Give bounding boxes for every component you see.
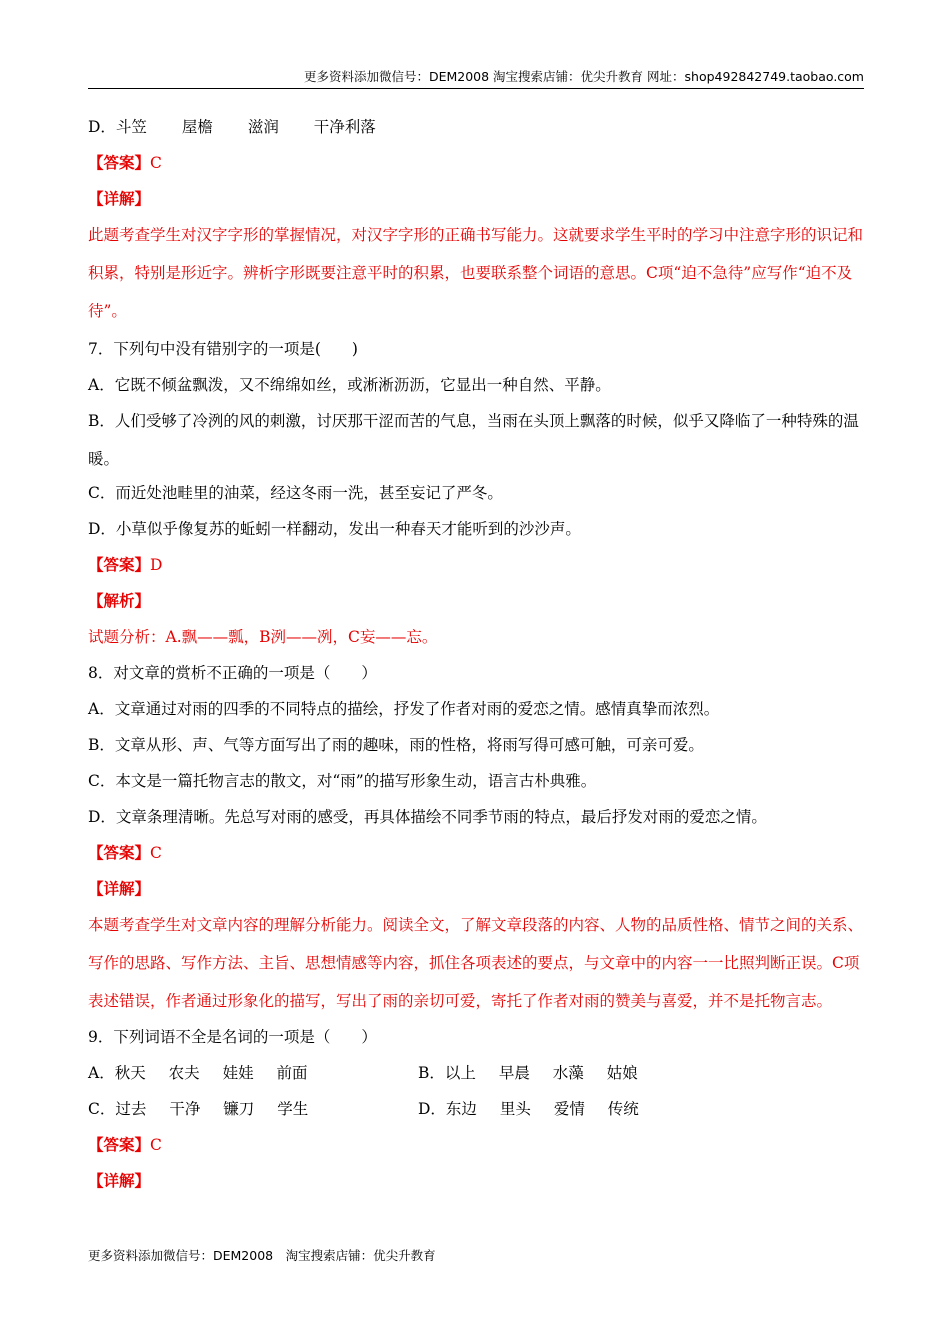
answer-tag: 【答案】	[88, 153, 151, 172]
q7-option-c: C．而近处池畦里的油菜，经这冬雨一洗，甚至妄记了严冬。	[88, 484, 503, 502]
q8-option-d: D．文章条理清晰。先总写对雨的感受，再具体描绘不同季节雨的特点，最后抒发对雨的爱恋之情。	[88, 808, 767, 826]
document-body	[88, 112, 864, 1202]
q6-option-d	[88, 112, 864, 148]
q9-option-a-word3: 娃娃	[222, 1064, 254, 1082]
q9-option-b-word1: B．以上	[418, 1064, 476, 1082]
q6-option-d-word2: 屋檐	[181, 118, 213, 136]
q9-option-a	[88, 1058, 418, 1094]
q9-detail-heading	[88, 1166, 864, 1202]
q7-stem: 7．下列句中没有错别字的一项是( )	[88, 340, 358, 358]
detail-tag: 【详解】	[88, 1171, 151, 1190]
q9-option-d-word4: 传统	[607, 1100, 639, 1118]
q7-explanation: 试题分析：A.飘——瓢，B洌——冽，C妄——忘。	[88, 628, 438, 646]
answer-value: C	[150, 154, 162, 172]
q9-option-a-word4: 前面	[276, 1064, 308, 1082]
answer-tag: 【答案】	[88, 1135, 151, 1154]
answer-value: C	[150, 1136, 162, 1154]
q9-option-a-word1: A．秋天	[88, 1064, 146, 1082]
q7-option-a: A．它既不倾盆飘泼，又不绵绵如丝，或淅淅沥沥，它显出一种自然、平静。	[88, 376, 611, 394]
q9-option-c-word2: 干净	[169, 1100, 201, 1118]
detail-tag: 【详解】	[88, 879, 151, 898]
analysis-tag: 【解析】	[88, 591, 151, 610]
q9-option-c-word4: 学生	[277, 1100, 309, 1118]
q8-stem: 8．对文章的赏析不正确的一项是（ ）	[88, 664, 377, 682]
q9-option-c	[88, 1094, 418, 1130]
q6-option-d-word1: D．斗笠	[88, 118, 147, 136]
q8-detail-heading	[88, 874, 864, 910]
q9-option-a-word2: 农夫	[168, 1064, 200, 1082]
q7-option-d: D．小草似乎像复苏的蚯蚓一样翻动，发出一种春天才能听到的沙沙声。	[88, 520, 581, 538]
q9-option-d-word1: D．东边	[418, 1100, 477, 1118]
answer-tag: 【答案】	[88, 555, 151, 574]
q9-option-c-word3: 镰刀	[223, 1100, 255, 1118]
q8-option-a: A．文章通过对雨的四季的不同特点的描绘，抒发了作者对雨的爱恋之情。感情真挚而浓烈。	[88, 700, 720, 718]
q7-option-b: B．人们受够了冷洌的风的刺激，讨厌那干涩而苦的气息，当雨在头顶上飘落的时候，似乎又降临了一种特殊的温暖。	[88, 412, 859, 468]
q6-answer	[88, 148, 864, 184]
q6-explanation: 此题考查学生对汉字字形的掌握情况，对汉字字形的正确书写能力。这就要求学生平时的学习中注意字形的识记和积累，特别是形近字。辨析字形既要注意平时的积累，也要联系整个词语的意思。C项“迫不急待”应写作“迫不及待”。	[88, 226, 864, 320]
q9-option-c-word1: C．过去	[88, 1100, 147, 1118]
q9-option-d-word3: 爱情	[553, 1100, 585, 1118]
q9-option-b-word2: 早晨	[498, 1064, 530, 1082]
q7-analysis-heading	[88, 586, 864, 622]
answer-value: C	[150, 844, 162, 862]
q9-options-row-1	[88, 1058, 864, 1094]
q9-option-d-word2: 里头	[499, 1100, 531, 1118]
q9-option-b	[418, 1058, 638, 1094]
detail-tag: 【详解】	[88, 189, 151, 208]
q6-option-d-word3: 滋润	[247, 118, 279, 136]
q9-options-row-2	[88, 1094, 864, 1130]
q7-answer	[88, 550, 864, 586]
q6-detail-heading	[88, 184, 864, 220]
answer-tag: 【答案】	[88, 843, 151, 862]
q8-option-c: C．本文是一篇托物言志的散文，对“雨”的描写形象生动，语言古朴典雅。	[88, 772, 597, 790]
q8-option-b: B．文章从形、声、气等方面写出了雨的趣味，雨的性格，将雨写得可感可触，可亲可爱。	[88, 736, 704, 754]
q9-stem: 9．下列词语不全是名词的一项是（ ）	[88, 1028, 377, 1046]
answer-value: D	[150, 556, 163, 574]
q9-option-d	[418, 1094, 639, 1130]
q9-option-b-word3: 水藻	[552, 1064, 584, 1082]
q8-explanation: 本题考查学生对文章内容的理解分析能力。阅读全文，了解文章段落的内容、人物的品质性格、情节之间的关系、写作的思路、写作方法、主旨、思想情感等内容，抓住各项表述的要点，与文章中的内容一一比照判断正误。C项表述错误，作者通过形象化的描写，写出了雨的亲切可爱，寄托了作者对雨的赞美与喜爱，并不是托物言志。	[88, 916, 864, 1010]
page-header: 更多资料添加微信号：DEM2008 淘宝搜索店铺：优尖升教育 网址：shop492842749.taobao.com	[88, 68, 864, 89]
q8-answer	[88, 838, 864, 874]
q6-option-d-word4: 干净利落	[313, 118, 376, 136]
q9-answer	[88, 1130, 864, 1166]
page-footer: 更多资料添加微信号：DEM2008 淘宝搜索店铺：优尖升教育	[88, 1248, 436, 1263]
q9-option-b-word4: 姑娘	[606, 1064, 638, 1082]
